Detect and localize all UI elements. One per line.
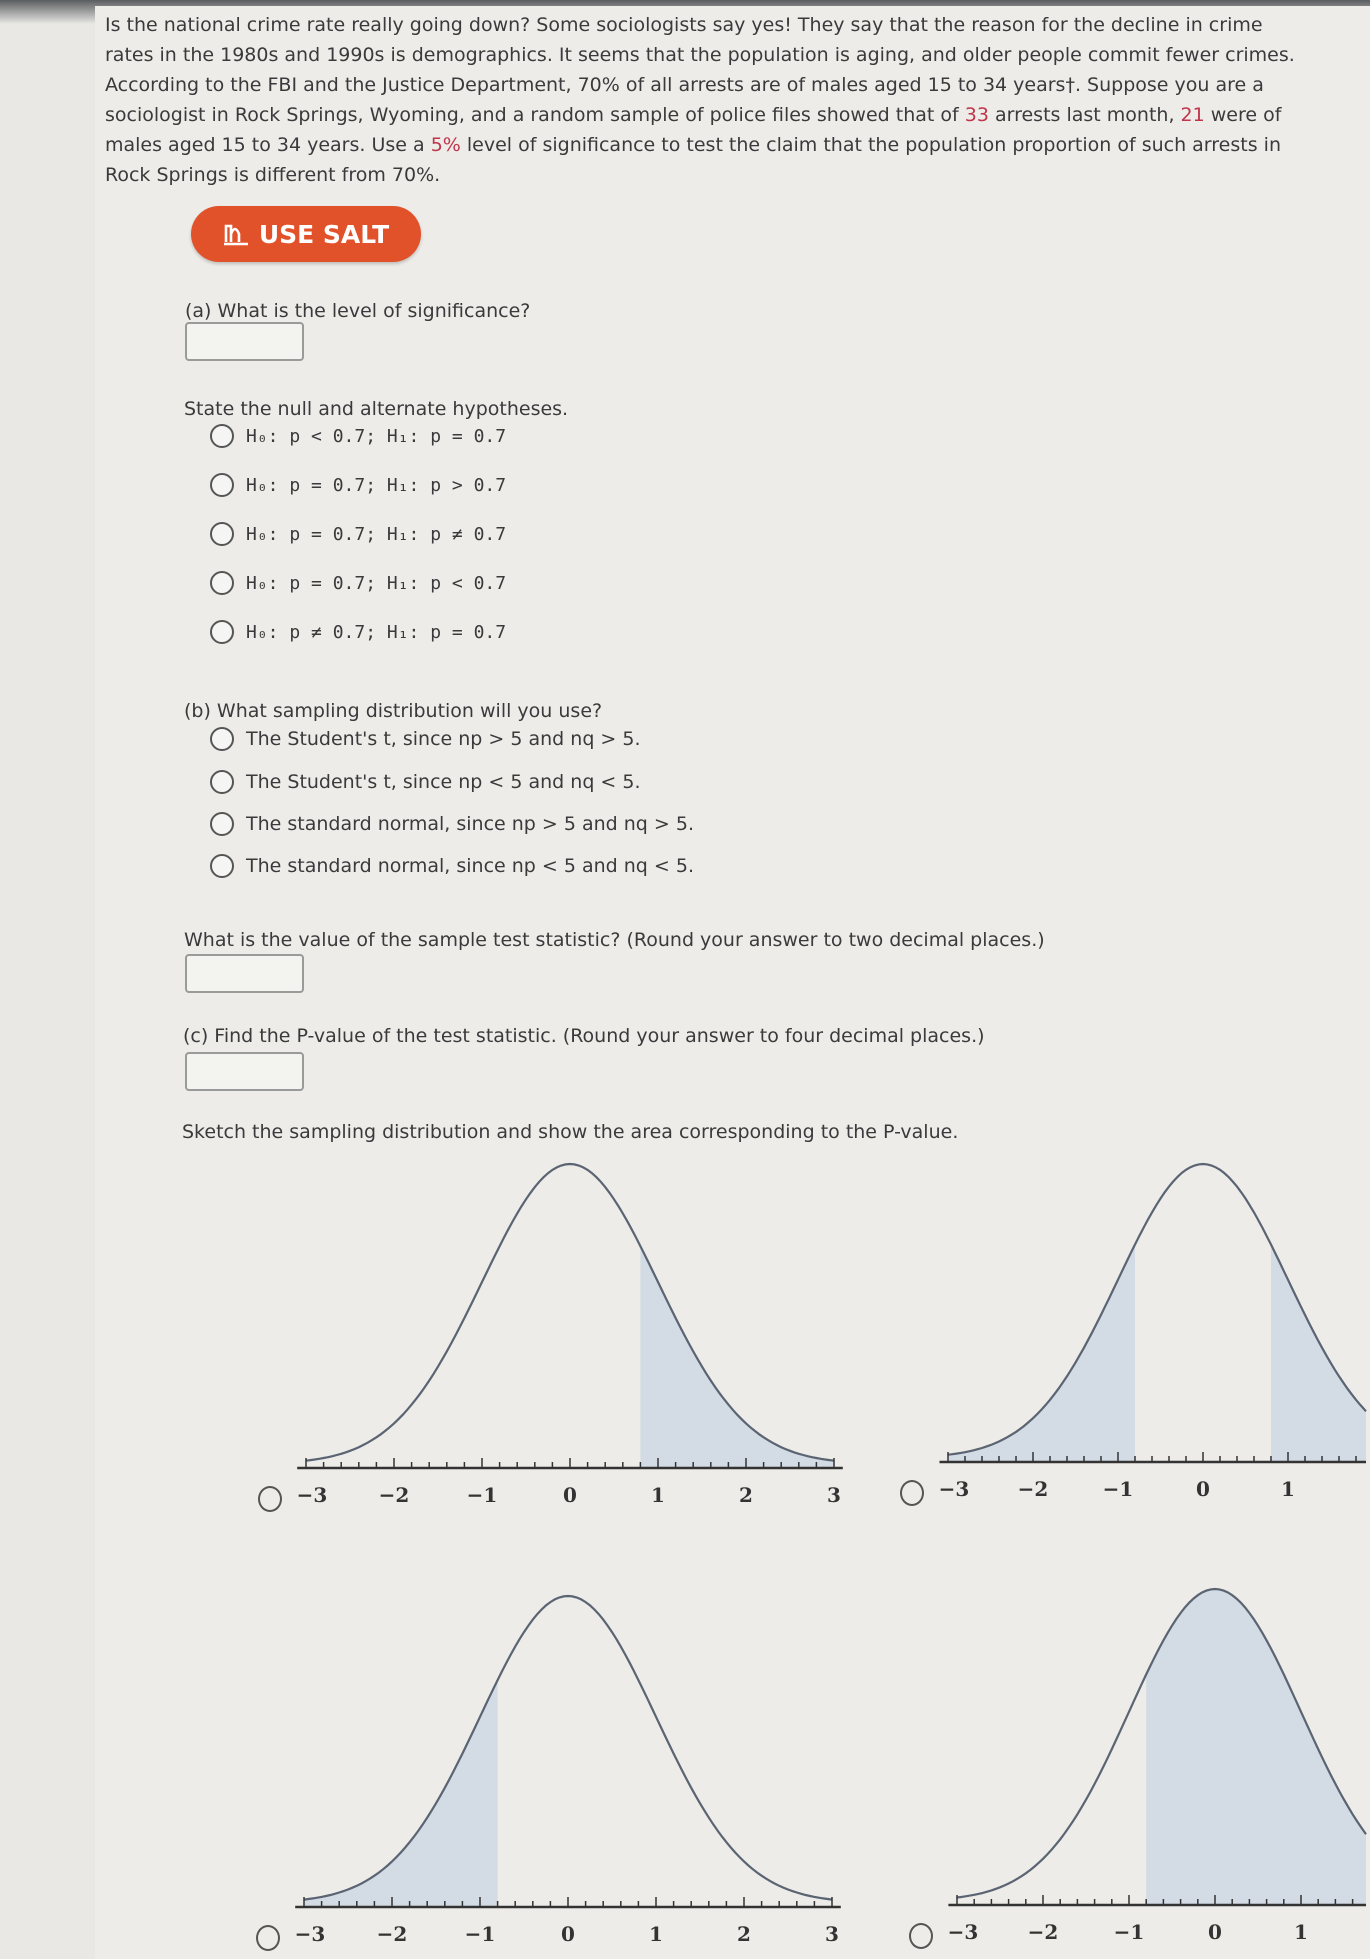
tick-label: 1 — [649, 1922, 663, 1946]
problem-text: were of males aged 15 to 34 years. Use a — [105, 104, 1282, 156]
option-label: The Student's t, since np < 5 and nq < 5. — [246, 771, 641, 793]
test-statistic-question: What is the value of the sample test statistic? (Round your answer to two decimal places.) — [184, 929, 1045, 951]
tick-label: −3 — [938, 1477, 970, 1501]
p-value-shaded-area — [1146, 1589, 1366, 1905]
tick-label: −3 — [296, 1483, 328, 1507]
p-value-shaded-area — [304, 1680, 498, 1907]
option-label: H₀: p ≠ 0.7; H₁: p = 0.7 — [246, 621, 507, 643]
graph-option-radio[interactable] — [258, 1486, 282, 1512]
p-value-shaded-area — [948, 1245, 1135, 1463]
hypotheses-prompt: State the null and alternate hypotheses. — [184, 398, 569, 420]
tick-label: −2 — [376, 1922, 408, 1946]
option-label: The standard normal, since np > 5 and nq > 5. — [246, 813, 694, 835]
tick-label: −3 — [294, 1922, 326, 1946]
tick-label: −1 — [1113, 1920, 1145, 1944]
tick-label: −1 — [466, 1483, 498, 1507]
tick-label: −1 — [1102, 1477, 1134, 1501]
tick-label: 1 — [651, 1483, 665, 1507]
tick-label: 3 — [825, 1922, 839, 1946]
success-count: 21 — [1180, 104, 1205, 126]
graph-option-radio[interactable] — [909, 1923, 933, 1949]
tick-label: −2 — [1027, 1920, 1059, 1944]
tick-label: 2 — [739, 1483, 753, 1507]
normal-curve — [306, 1164, 834, 1461]
tick-label: 1 — [1281, 1477, 1295, 1501]
normal-curve — [304, 1596, 832, 1900]
tick-label: 0 — [561, 1922, 575, 1946]
significance-level: 5% — [430, 134, 461, 156]
tick-label: 2 — [737, 1922, 751, 1946]
problem-text: Is the national crime rate really going down? Some sociologists say yes! They say that the reason for the decline in crime rates in the 1980s and 1990s is demographics. It seems that the population is aging, and older people commit fewer crimes. According to the FBI and the Justice Department, 70% of all arrests are of males aged 15 to 34 years†. Suppose you are a sociologist in Rock Springs, Wyoming, and a random sample of police files showed that of — [105, 14, 1295, 126]
part-b-question: (b) What sampling distribution will you use? — [184, 700, 603, 722]
tick-label: −2 — [378, 1483, 410, 1507]
option-label: H₀: p = 0.7; H₁: p > 0.7 — [246, 474, 507, 496]
tick-label: 1 — [1294, 1920, 1308, 1944]
option-label: H₀: p = 0.7; H₁: p ≠ 0.7 — [246, 523, 507, 545]
part-c-question: (c) Find the P-value of the test statistic. (Round your answer to four decimal places.) — [183, 1025, 985, 1047]
tick-label: 0 — [1208, 1920, 1222, 1944]
problem-text: arrests last month, — [988, 104, 1181, 126]
tick-label: 3 — [827, 1483, 841, 1507]
tick-label: −1 — [464, 1922, 496, 1946]
graph-option-radio[interactable] — [900, 1480, 924, 1506]
problem-text: level of significance to test the claim that the population proportion of such arrests in Rock Springs is different from 70%. — [105, 134, 1281, 186]
part-a-question: (a) What is the level of significance? — [185, 300, 531, 322]
p-value-shaded-area — [640, 1246, 834, 1468]
use-salt-label: USE SALT — [258, 219, 390, 249]
tick-label: 0 — [563, 1483, 577, 1507]
sketch-prompt: Sketch the sampling distribution and show the area corresponding to the P-value. — [182, 1121, 959, 1143]
option-label: The standard normal, since np < 5 and nq < 5. — [246, 855, 694, 877]
option-label: H₀: p < 0.7; H₁: p = 0.7 — [246, 425, 507, 447]
option-label: The Student's t, since np > 5 and nq > 5. — [246, 728, 641, 750]
option-label: H₀: p = 0.7; H₁: p < 0.7 — [246, 572, 507, 594]
tick-label: −2 — [1017, 1477, 1049, 1501]
graph-option-radio[interactable] — [256, 1925, 280, 1951]
tick-label: 0 — [1196, 1477, 1210, 1501]
sample-size: 33 — [964, 104, 989, 126]
tick-label: −3 — [947, 1920, 979, 1944]
p-value-shaded-area — [1271, 1245, 1366, 1463]
